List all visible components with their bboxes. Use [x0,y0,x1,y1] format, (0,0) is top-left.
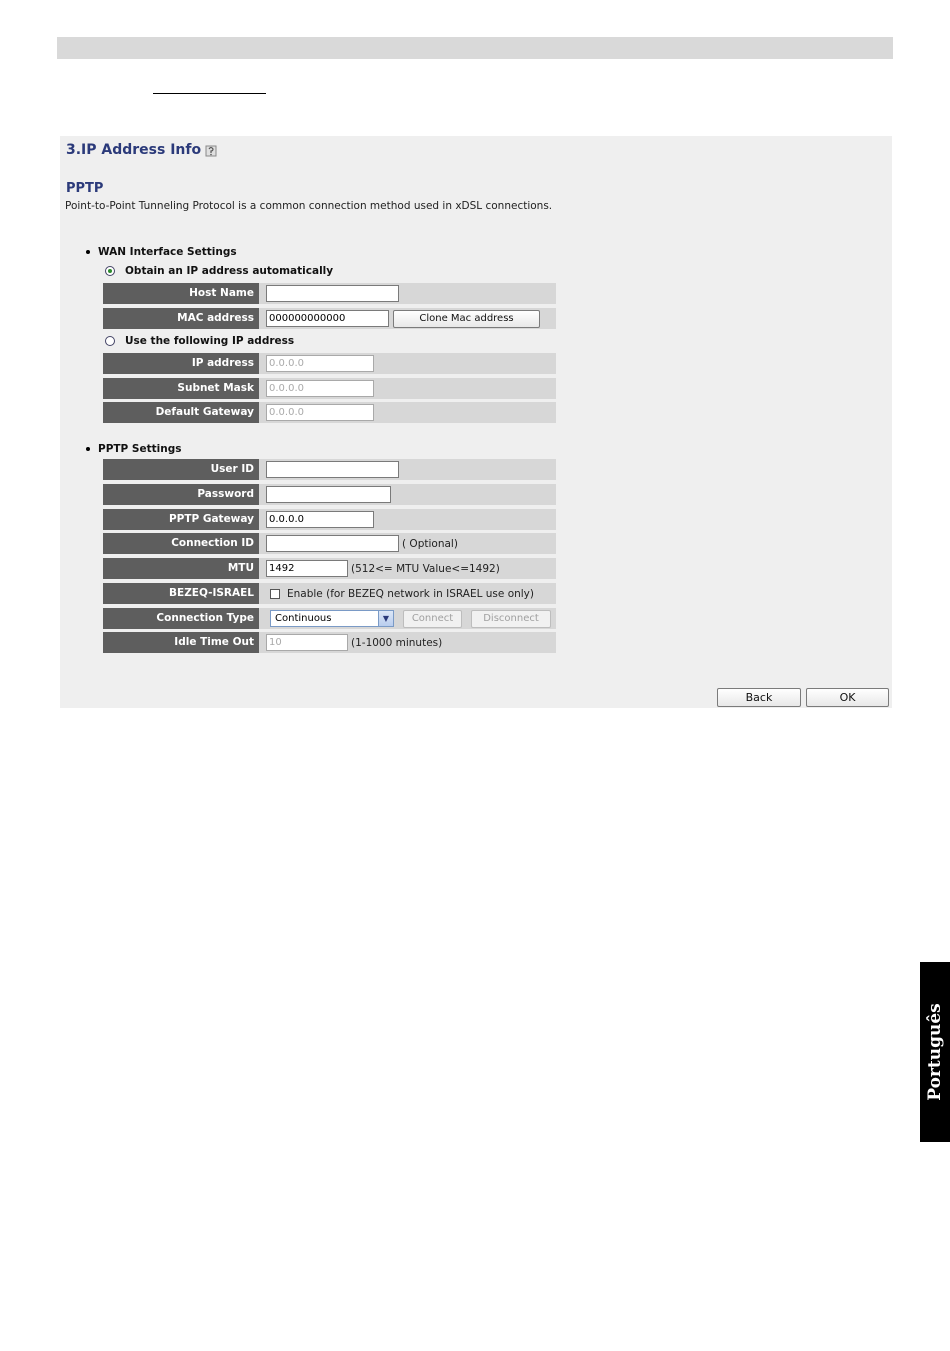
default-gateway-label: Default Gateway [103,402,259,423]
idle-timeout-input[interactable]: 10 [266,634,348,651]
radio-use-following-label: Use the following IP address [125,335,295,347]
row-connection-type [103,608,556,629]
idle-timeout-value-cell [266,632,442,653]
host-name-value-cell [266,283,399,304]
mtu-value-cell [266,558,500,579]
password-value-cell [266,484,391,505]
row-mtu [103,558,556,579]
radio-selected-icon[interactable] [105,266,115,276]
user-id-input[interactable] [266,461,399,478]
row-idle-timeout [103,632,556,653]
radio-obtain-auto[interactable] [105,265,333,277]
row-host-name [103,283,556,304]
disconnect-button[interactable]: Disconnect [471,610,551,628]
header-band [57,37,893,59]
section-description: Point-to-Point Tunneling Protocol is a common connection method used in xDSL connections. [65,200,553,212]
row-bezeq-israel [103,583,556,604]
mac-address-input[interactable]: 000000000000 [266,310,389,327]
row-user-id [103,459,556,480]
back-button[interactable]: Back [717,688,801,707]
panel-title [66,142,218,158]
radio-use-following[interactable] [105,335,294,347]
connection-type-selected: Continuous [275,613,332,624]
pptp-gateway-input[interactable]: 0.0.0.0 [266,511,374,528]
help-icon[interactable] [205,144,218,157]
row-mac-address [103,308,556,329]
pptp-settings-heading [86,443,181,455]
connection-id-value-cell [266,533,458,554]
language-side-tab-label: Português [925,1003,945,1101]
user-id-label: User ID [103,459,259,480]
row-ip-address [103,353,556,374]
ok-button[interactable]: OK [806,688,889,707]
bullet-icon [86,447,90,451]
connection-type-select[interactable] [270,610,394,627]
radio-unselected-icon[interactable] [105,336,115,346]
mac-address-label: MAC address [103,308,259,329]
pptp-gateway-value-cell [266,509,374,530]
connection-id-label: Connection ID [103,533,259,554]
header-underline [153,93,266,94]
connection-id-input[interactable] [266,535,399,552]
bezeq-israel-label: BEZEQ-ISRAEL [103,583,259,604]
wan-settings-heading [86,246,237,258]
default-gateway-input[interactable]: 0.0.0.0 [266,404,374,421]
wan-settings-heading-text: WAN Interface Settings [98,246,237,258]
mtu-label: MTU [103,558,259,579]
bezeq-israel-value-cell [266,583,534,604]
subnet-mask-input[interactable]: 0.0.0.0 [266,380,374,397]
row-pptp-gateway [103,509,556,530]
default-gateway-value-cell [266,402,374,423]
connect-button[interactable]: Connect [403,610,462,628]
radio-obtain-auto-label: Obtain an IP address automatically [125,265,334,277]
row-password [103,484,556,505]
mtu-input[interactable]: 1492 [266,560,348,577]
connection-type-label: Connection Type [103,608,259,629]
row-subnet-mask [103,378,556,399]
mac-address-value-cell [266,308,540,329]
idle-timeout-label: Idle Time Out [103,632,259,653]
host-name-input[interactable] [266,285,399,302]
password-label: Password [103,484,259,505]
ip-address-info-panel [60,136,892,708]
clone-mac-button[interactable]: Clone Mac address [393,310,540,328]
connection-id-hint: ( Optional) [402,537,458,550]
connection-type-value-cell [266,608,551,629]
bezeq-enable-label: Enable (for BEZEQ network in ISRAEL use only) [287,587,534,600]
subnet-mask-value-cell [266,378,374,399]
ip-address-label: IP address [103,353,259,374]
row-connection-id [103,533,556,554]
idle-timeout-hint: (1-1000 minutes) [351,636,443,649]
row-default-gateway [103,402,556,423]
language-side-tab [920,962,950,1142]
bezeq-enable-checkbox[interactable] [270,589,280,599]
password-input[interactable] [266,486,391,503]
panel-title-text: 3.IP Address Info [66,142,202,158]
section-title: PPTP [66,181,104,196]
chevron-down-icon[interactable]: ▼ [378,611,393,626]
ip-address-value-cell [266,353,374,374]
pptp-gateway-label: PPTP Gateway [103,509,259,530]
user-id-value-cell [266,459,399,480]
pptp-settings-heading-text: PPTP Settings [98,443,182,455]
host-name-label: Host Name [103,283,259,304]
mtu-hint: (512<= MTU Value<=1492) [351,562,500,575]
ip-address-input[interactable]: 0.0.0.0 [266,355,374,372]
bullet-icon [86,250,90,254]
subnet-mask-label: Subnet Mask [103,378,259,399]
